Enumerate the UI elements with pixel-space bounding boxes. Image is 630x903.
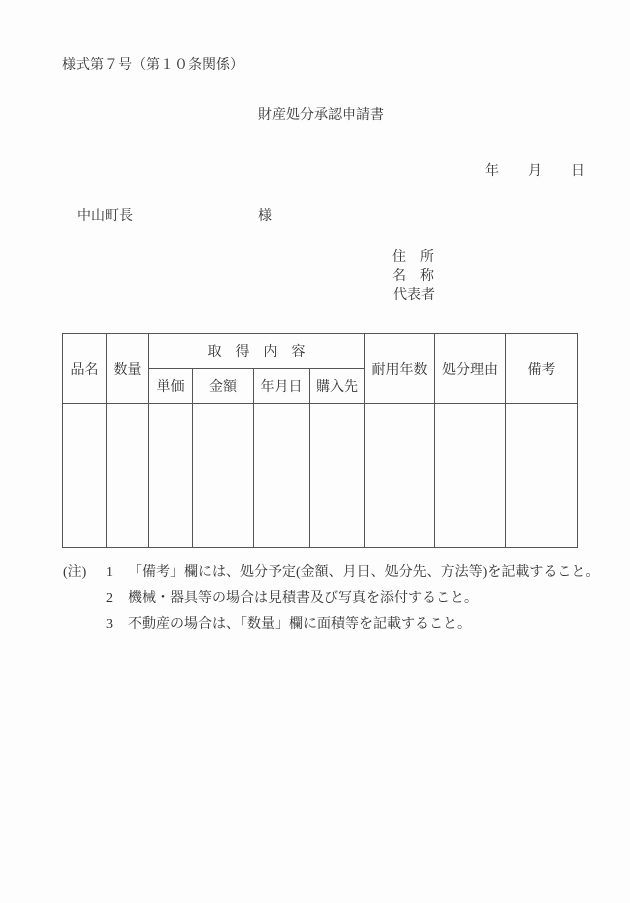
note-number: 1 xyxy=(106,565,113,580)
applicant-name-label: 名 称 xyxy=(392,269,434,284)
form-number: 様式第７号（第１０条関係） xyxy=(62,58,244,73)
notes-label-spacer xyxy=(63,592,106,606)
note-text: 「備考」欄には、処分予定(金額、月日、処分先、方法等)を記載すること。 xyxy=(128,565,600,580)
table-row xyxy=(63,404,578,548)
col-header-useful-life: 耐用年数 xyxy=(365,334,435,404)
cell-quantity xyxy=(107,404,149,548)
date-day-label: 日 xyxy=(571,164,585,179)
notes-label: (注) xyxy=(63,565,87,580)
col-header-unit-price: 単価 xyxy=(149,369,193,404)
note-number: 3 xyxy=(106,617,113,632)
cell-disposal-reason xyxy=(435,404,506,548)
cell-item-name xyxy=(63,404,107,548)
applicant-representative-label: 代表者 xyxy=(393,288,435,303)
note-item xyxy=(63,592,603,606)
cell-unit-price xyxy=(149,404,193,548)
date-year-label: 年 xyxy=(485,164,499,179)
cell-useful-life xyxy=(365,404,435,548)
col-header-amount: 金額 xyxy=(193,369,254,404)
note-number: 2 xyxy=(106,591,113,606)
addressee-honorific: 様 xyxy=(258,209,272,224)
note-text: 不動産の場合は、「数量」欄に面積等を記載すること。 xyxy=(128,617,471,632)
notes-block xyxy=(63,566,603,644)
col-header-disposal-reason: 処分理由 xyxy=(435,334,506,404)
applicant-address-label: 住 所 xyxy=(392,250,434,265)
note-item xyxy=(63,618,603,632)
cell-purchased-from xyxy=(310,404,365,548)
property-disposal-table xyxy=(62,333,578,548)
col-header-remarks: 備考 xyxy=(506,334,578,404)
notes-label-spacer xyxy=(63,618,106,632)
col-header-date: 年月日 xyxy=(254,369,310,404)
cell-date xyxy=(254,404,310,548)
addressee-name: 中山町長 xyxy=(77,209,133,224)
col-header-acquisition-group: 取 得 内 容 xyxy=(149,334,365,369)
date-month-label: 月 xyxy=(528,164,542,179)
col-header-purchased-from: 購入先 xyxy=(310,369,365,404)
note-item xyxy=(63,566,603,580)
cell-amount xyxy=(193,404,254,548)
col-header-item-name: 品名 xyxy=(63,334,107,404)
col-header-quantity: 数量 xyxy=(107,334,149,404)
cell-remarks xyxy=(506,404,578,548)
note-text: 機械・器具等の場合は見積書及び写真を添付すること。 xyxy=(128,591,478,606)
page-title: 財産処分承認申請書 xyxy=(258,108,384,123)
